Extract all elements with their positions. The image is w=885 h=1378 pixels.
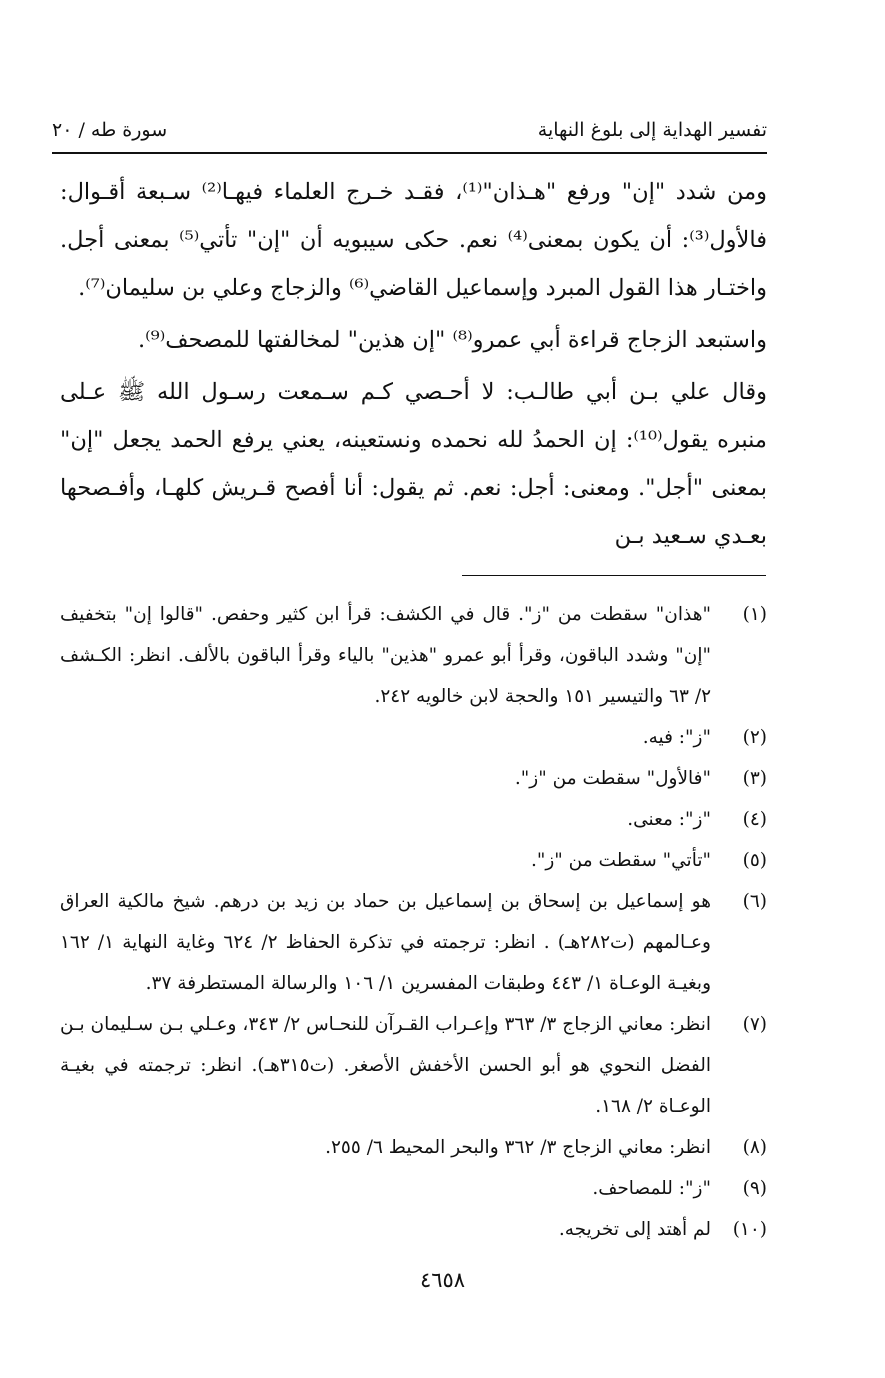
footnote-text: "ز": معنى. — [627, 809, 711, 830]
footnote-number: (٥) — [742, 850, 767, 871]
surah-label: سورة طه / ٢٠ — [52, 119, 168, 141]
footnote-number: (٣) — [742, 768, 767, 789]
footnote-text: "تأتي" سقطت من "ز". — [530, 850, 711, 871]
footnote — [60, 1209, 767, 1250]
footnote-number: (١٠) — [732, 1219, 767, 1240]
book-title: تفسير الهداية إلى بلوغ النهاية — [537, 119, 767, 141]
footnote-separator — [462, 575, 766, 576]
footnotes — [60, 594, 767, 1250]
footnote-number: (٦) — [742, 891, 767, 912]
footnote-number: (٩) — [742, 1178, 767, 1199]
footnote — [60, 717, 767, 758]
footnote-number: (٤) — [742, 809, 767, 830]
footnote-text: لم أهتد إلى تخريجه. — [558, 1219, 711, 1240]
header-rule — [52, 152, 767, 154]
running-header — [52, 112, 767, 148]
footnote — [60, 1127, 767, 1168]
footnote-number: (٢) — [742, 727, 767, 748]
footnote — [60, 799, 767, 840]
page-number: ٤٦٥٨ — [419, 1268, 466, 1292]
footnote-text: انظر: معاني الزجاج ٣/ ٣٦٢ والبحر المحيط ٦/ ٢٥٥. — [325, 1137, 711, 1158]
footnote — [60, 840, 767, 881]
footnote-text: "ز": فيه. — [642, 727, 711, 748]
footnote-text: "فالأول" سقطت من "ز". — [514, 768, 711, 789]
paragraph: وقال علي بـن أبي طالـب: لا أحـصي كـم سـمعت رسـول الله ﷺ عـلى منبره يقول⁽¹⁰⁾: إن الحمدُ لله نحمده ونستعينه، يعني يرفع الحمد يجعل "إن" بمعنى "أجل". ومعنى: أجل: نعم. ثم يقول: أنا أفصح قـريش كلهـا، وأفـصحها بعـدي سـعيد بـن — [60, 379, 767, 549]
paragraph: واستبعد الزجاج قراءة أبي عمرو⁽⁸⁾ "إن هذين" لمخالفتها للمصحف⁽⁹⁾. — [137, 327, 767, 353]
footnote — [60, 881, 767, 1004]
footnote — [60, 594, 767, 717]
paragraph: ومن شدد "إن" ورفع "هـذان"⁽¹⁾، فقـد خـرج العلماء فيهـا⁽²⁾ سـبعة أقـوال: فالأول⁽³⁾: أن يكون بمعنى⁽⁴⁾ نعم. حكى سيبويه أن "إن" تأتي⁽⁵⁾ بمعنى أجل. واختـار هذا القول المبرد وإسماعيل القاضي⁽⁶⁾ والزجاج وعلي بن سليمان⁽⁷⁾. — [60, 179, 767, 301]
footnote-text: "ز": للمصاحف. — [592, 1178, 711, 1199]
footnote — [60, 758, 767, 799]
footnote-text: هو إسماعيل بن إسحاق بن إسماعيل بن حماد بن زيد بن درهم. شيخ مالكية العراق وعـالمهم (ت٢٨٢هـ) . انظر: ترجمته في تذكرة الحفاظ ٢/ ٦٢٤ وغاية النهاية ١/ ١٦٢ وبغيـة الوعـاة ١/ ٤٤٣ وطبقات المفسرين ١/ ١٠٦ والرسالة المستطرفة ٣٧. — [60, 891, 711, 994]
footnote-number: (١) — [742, 604, 767, 625]
footnote-text: "هذان" سقطت من "ز". قال في الكشف: قرأ ابن كثير وحفص. "قالوا إن" بتخفيف "إن" وشدد الباقون، وقرأ أبو عمرو "هذين" بالياء وقرأ الباقون بالألف. انظر: الكـشف ٢/ ٦٣ والتيسير ١٥١ والحجة لابن خالويه ٢٤٢. — [60, 604, 711, 707]
footnote-number: (٧) — [742, 1014, 767, 1035]
footnote — [60, 1004, 767, 1127]
main-text — [60, 168, 767, 560]
footnote-text: انظر: معاني الزجاج ٣/ ٣٦٣ وإعـراب القـرآن للنحـاس ٢/ ٣٤٣، وعـلي بـن سـليمان بـن الفضل النحوي هو أبو الحسن الأخفش الأصغر. (ت٣١٥هـ). انظر: ترجمته في بغيـة الوعـاة ٢/ ١٦٨. — [60, 1014, 711, 1117]
footnote — [60, 1168, 767, 1209]
footnote-number: (٨) — [742, 1137, 767, 1158]
